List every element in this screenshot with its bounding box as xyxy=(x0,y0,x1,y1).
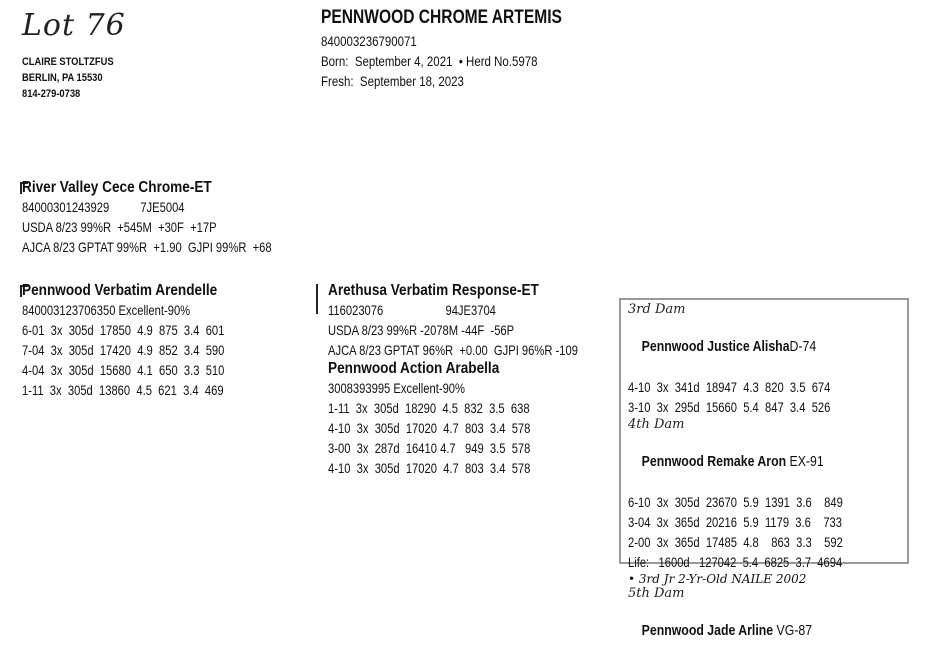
owner-block xyxy=(22,54,130,102)
sire-id: 84000301243929 7JE5004 xyxy=(22,199,185,215)
mgs-block xyxy=(328,282,640,478)
fifth-dam-class: VG-87 xyxy=(773,622,813,639)
dam-id: 840003123706350 Excellent-90% xyxy=(22,302,191,318)
dam-record: 4-04 3x 305d 15680 4.1 650 3.3 510 xyxy=(22,362,225,378)
mgs-id: 116023076 94JE3704 xyxy=(328,302,496,318)
granddam-name: Pennwood Action Arabella xyxy=(328,360,500,377)
mgs-name: Arethusa Verbatim Response-ET xyxy=(328,282,539,299)
granddam-record: 4-10 3x 305d 17020 4.7 803 3.4 578 xyxy=(328,460,531,476)
animal-name: PENNWOOD CHROME ARTEMIS xyxy=(321,7,562,28)
animal-id: 840003236790071 xyxy=(321,33,417,49)
ancestry-content xyxy=(628,302,897,661)
fourth-dam-award: • 3rd Jr 2-Yr-Old NAILE 2002 xyxy=(628,572,807,586)
sire-block xyxy=(22,179,334,257)
owner-city: BERLIN, PA 15530 xyxy=(22,72,103,84)
fifth-dam-name: Pennwood Jade Arline xyxy=(641,622,774,639)
dam-block xyxy=(22,282,275,400)
owner-name: CLAIRE STOLTZFUS xyxy=(22,56,114,68)
third-dam-label: 3rd Dam xyxy=(628,302,686,317)
lot-number: Lot 76 xyxy=(22,8,126,43)
animal-header xyxy=(321,7,615,91)
third-dam-name: Pennwood Justice Alisha xyxy=(641,338,790,355)
dam-record: 1-11 3x 305d 13860 4.5 621 3.4 469 xyxy=(22,382,224,398)
granddam-record: 3-00 3x 287d 16410 4.7 949 3.5 578 xyxy=(328,440,531,456)
fourth-dam-name: Pennwood Remake Aron xyxy=(641,453,787,470)
sire-ajca: AJCA 8/23 GPTAT 99%R +1.90 GJPI 99%R +68 xyxy=(22,239,272,255)
third-dam-record: 4-10 3x 341d 18947 4.3 820 3.5 674 xyxy=(628,379,831,395)
fourth-dam-record: 3-04 3x 365d 20216 5.9 1179 3.6 733 xyxy=(628,514,843,530)
fourth-dam-class: EX-91 xyxy=(786,453,824,470)
granddam-record: 4-10 3x 305d 17020 4.7 803 3.4 578 xyxy=(328,420,531,436)
owner-phone: 814-279-0738 xyxy=(22,88,81,100)
dam-record: 6-01 3x 305d 17850 4.9 875 3.4 601 xyxy=(22,322,225,338)
fourth-dam-lifetime: Life: 1600d 127042 5.4 6825 3.7 4694 xyxy=(628,554,843,570)
granddam-id: 3008393995 Excellent-90% xyxy=(328,380,465,396)
third-dam-class: D-74 xyxy=(789,338,817,355)
fifth-dam-label: 5th Dam xyxy=(628,586,685,601)
fourth-dam-record: 2-00 3x 365d 17485 4.8 863 3.3 592 xyxy=(628,534,843,550)
mgs-ajca: AJCA 8/23 GPTAT 96%R +0.00 GJPI 96%R -109 xyxy=(328,342,578,358)
fifth-dam-heading xyxy=(628,601,848,661)
third-dam-record: 3-10 3x 295d 15660 5.4 847 3.4 526 xyxy=(628,399,831,415)
fourth-dam-record: 6-10 3x 305d 23670 5.9 1391 3.6 849 xyxy=(628,494,843,510)
sire-name: River Valley Cece Chrome-ET xyxy=(22,179,212,196)
dam-name: Pennwood Verbatim Arendelle xyxy=(22,282,218,299)
dam-record: 7-04 3x 305d 17420 4.9 852 3.4 590 xyxy=(22,342,225,358)
mgs-bracket xyxy=(316,284,318,314)
animal-fresh: Fresh: September 18, 2023 xyxy=(321,73,464,89)
sire-usda: USDA 8/23 99%R +545M +30F +17P xyxy=(22,219,217,235)
animal-born: Born: September 4, 2021 • Herd No.5978 xyxy=(321,53,538,69)
fourth-dam-heading xyxy=(628,432,848,492)
granddam-record: 1-11 3x 305d 18290 4.5 832 3.5 638 xyxy=(328,400,530,416)
fourth-dam-label: 4th Dam xyxy=(628,417,685,432)
third-dam-heading xyxy=(628,317,848,377)
mgs-usda: USDA 8/23 99%R -2078M -44F -56P xyxy=(328,322,515,338)
